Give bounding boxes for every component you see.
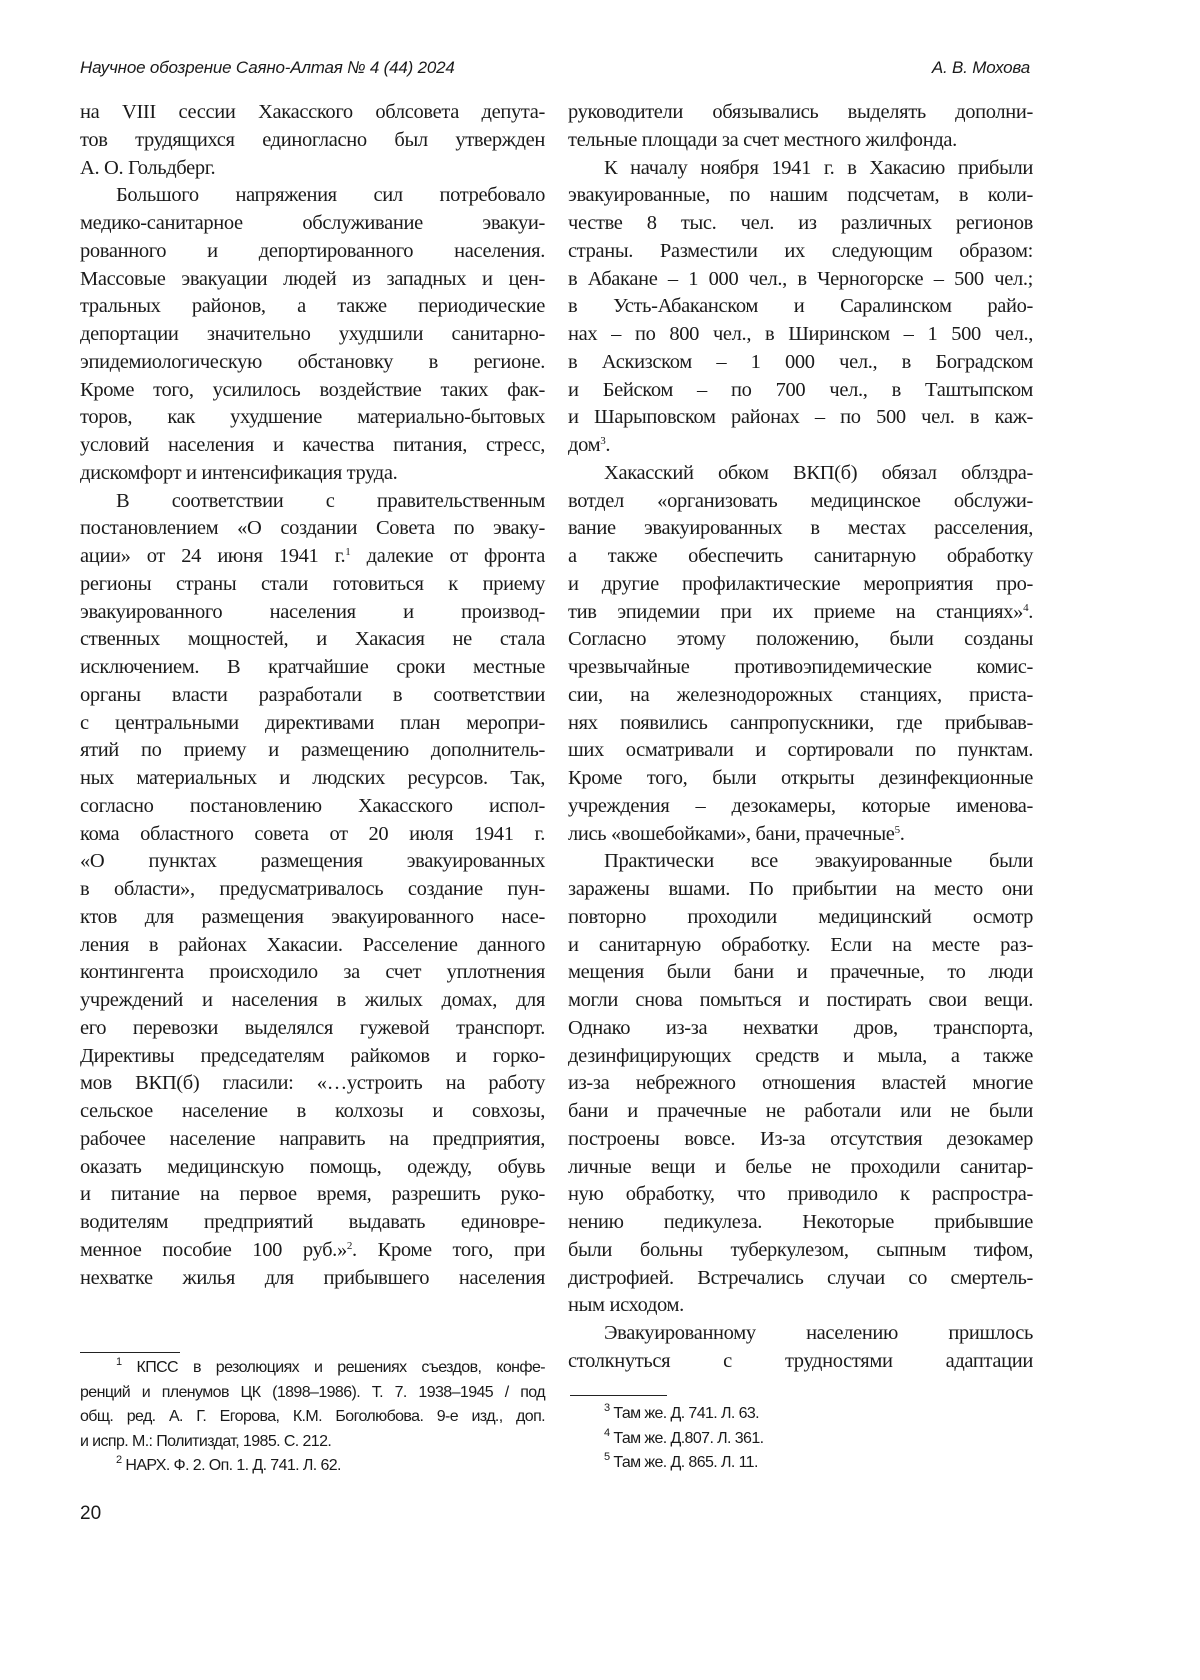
footnote-line (80, 1454, 545, 1479)
footnote-line (568, 1451, 1033, 1476)
line-text: медико-санитарное обслуживание эвакуи- (80, 212, 545, 234)
line-text: ственных мощностей, и Хакасия не стала (80, 628, 545, 650)
footnote-line (568, 1402, 1033, 1427)
text-line (568, 1237, 1033, 1265)
text-line (80, 515, 545, 543)
line-text: К началу ноября 1941 г. в Хакасию прибыли (604, 157, 1033, 179)
line-text: заражены вшами. По прибытии на место они (568, 878, 1033, 900)
line-text: и Бейском – по 700 чел., в Таштыпском (568, 379, 1033, 401)
text-line (80, 1070, 545, 1098)
text-line (568, 1126, 1033, 1154)
text-line (80, 182, 545, 210)
line-text: были больны туберкулезом, сыпным тифом, (568, 1239, 1033, 1261)
text-line (80, 1237, 545, 1265)
line-text: руководители обязывались выделять дополни- (568, 101, 1033, 123)
line-text: дезинфицирующих средств и мыла, а также (568, 1045, 1033, 1067)
text-line (568, 1292, 1033, 1320)
text-line (80, 876, 545, 904)
text-line (80, 599, 545, 627)
line-text: контингента происходило за счет уплотнения (80, 961, 545, 983)
line-text: Там же. Д. 741. Л. 63. (610, 1405, 759, 1422)
text-line (80, 848, 545, 876)
line-text: и другие профилактические мероприятия про- (568, 573, 1033, 595)
text-line (568, 127, 1033, 155)
text-line (568, 377, 1033, 405)
line-text: общ. ред. А. Г. Егорова, К.М. Боголюбова. 9-е изд., доп. (80, 1408, 545, 1425)
line-text: . (605, 434, 610, 456)
text-line (568, 99, 1033, 127)
text-line (80, 1209, 545, 1237)
line-text: ления в районах Хакасии. Расселение данного (80, 934, 545, 956)
line-text: в Усть-Абаканском и Саралинском райо- (568, 295, 1033, 317)
text-line (80, 432, 545, 460)
text-line (568, 848, 1033, 876)
line-text: вотдел «организовать медицинское обслужи- (568, 490, 1033, 512)
text-line (80, 904, 545, 932)
line-text: дискомфорт и интенсификация труда. (80, 462, 397, 484)
line-text: чрезвычайные противоэпидемические комис- (568, 656, 1033, 678)
line-text: . (1028, 601, 1033, 623)
line-text: постановлением «О создании Совета по эваку- (80, 517, 545, 539)
line-text: построены вовсе. Из-за отсутствия дезокамер (568, 1128, 1033, 1150)
line-text: учреждений и населения в жилых домах, для (80, 989, 545, 1011)
line-text: в Абакане – 1 000 чел., в Черногорске – 500 чел.; (568, 268, 1033, 290)
footnote-number: 1 (116, 1356, 122, 1368)
line-text: ктов для размещения эвакуированного насе- (80, 906, 545, 928)
text-line (80, 543, 545, 571)
text-line (568, 932, 1033, 960)
line-text: менное пособие 100 руб.» (80, 1239, 347, 1261)
line-text: рабочее население направить на предприятия, (80, 1128, 545, 1150)
right-text-column (568, 99, 1033, 1376)
footnote-line (80, 1430, 545, 1455)
line-text: с центральными директивами план меропри- (80, 712, 545, 734)
text-line (568, 904, 1033, 932)
text-line (568, 1209, 1033, 1237)
line-text: Массовые эвакуации людей из западных и цен- (80, 268, 545, 290)
text-line (568, 238, 1033, 266)
text-line (80, 1181, 545, 1209)
line-text: Там же. Д. 865. Л. 11. (610, 1454, 758, 1471)
line-text: и испр. М.: Политиздат, 1985. С. 212. (80, 1433, 331, 1450)
text-line (80, 793, 545, 821)
line-text: и санитарную обработку. Если на месте раз- (568, 934, 1033, 956)
line-text: и питание на первое время, разрешить руко- (80, 1183, 545, 1205)
text-line (80, 1154, 545, 1182)
text-line (80, 765, 545, 793)
line-text: на VIII сессии Хакасского облсовета депута- (80, 101, 545, 123)
text-line (80, 266, 545, 294)
line-text: тив эпидемии при их приеме на станциях» (568, 601, 1023, 623)
footnote-ref: 5 (895, 824, 900, 836)
line-text: нехватке жилья для прибывшего населения (80, 1267, 545, 1289)
text-line (568, 515, 1033, 543)
line-text: в Аскизском – 1 000 чел., в Боградском (568, 351, 1033, 373)
text-line (568, 959, 1033, 987)
text-line (80, 155, 545, 183)
text-line (80, 654, 545, 682)
text-line (80, 987, 545, 1015)
line-text: честве 8 тыс. чел. из различных регионов (568, 212, 1033, 234)
line-text: ным исходом. (568, 1294, 684, 1316)
text-line (80, 488, 545, 516)
text-line (568, 266, 1033, 294)
text-line (80, 1098, 545, 1126)
line-text: В соответствии с правительственным (116, 490, 545, 512)
line-text: бани и прачечные не работали или не были (568, 1100, 1033, 1122)
text-line (80, 1126, 545, 1154)
footnote-ref: 2 (347, 1240, 352, 1252)
line-text: его перевозки выделялся гужевой транспорт. (80, 1017, 545, 1039)
line-text: тельные площади за счет местного жилфонда. (568, 129, 957, 151)
footnote-divider-right (570, 1395, 667, 1396)
text-line (568, 1320, 1033, 1348)
text-line (80, 710, 545, 738)
line-text: ации» от 24 июня 1941 г. (80, 545, 345, 567)
line-text: вание эвакуированных в местах расселения, (568, 517, 1033, 539)
text-line (568, 737, 1033, 765)
text-line (80, 238, 545, 266)
line-text: Кроме того, усилилось воздействие таких фак- (80, 379, 545, 401)
line-text: НАРХ. Ф. 2. Оп. 1. Д. 741. Л. 62. (122, 1457, 341, 1474)
text-line (80, 821, 545, 849)
text-line (80, 321, 545, 349)
text-line (80, 349, 545, 377)
line-text: дистрофией. Встречались случаи со смертель- (568, 1267, 1033, 1289)
text-line (568, 488, 1033, 516)
footnote-ref: 3 (600, 435, 605, 447)
line-text: Там же. Д.807. Л. 361. (610, 1430, 764, 1447)
footnotes-left (80, 1356, 545, 1479)
text-line (80, 460, 545, 488)
line-text: и Шарыповском районах – по 500 чел. в каж- (568, 406, 1033, 428)
line-text: тральных районов, а также периодические (80, 295, 545, 317)
line-text: торов, как ухудшение материально-бытовых (80, 406, 545, 428)
line-text: Согласно этому положению, были созданы (568, 628, 1033, 650)
footnotes-right (568, 1402, 1033, 1476)
footnote-number: 3 (604, 1402, 610, 1414)
line-text: «О пунктах размещения эвакуированных (80, 850, 545, 872)
line-text: страны. Разместили их следующим образом: (568, 240, 1033, 262)
line-text: мещения были бани и прачечные, то люди (568, 961, 1033, 983)
text-line (568, 293, 1033, 321)
line-text: Однако из-за нехватки дров, транспорта, (568, 1017, 1033, 1039)
page-number: 20 (80, 1503, 101, 1525)
line-text: Эвакуированному населению пришлось (604, 1322, 1033, 1344)
text-line (80, 99, 545, 127)
line-text: тов трудящихся единогласно был утвержден (80, 129, 545, 151)
text-line (568, 543, 1033, 571)
line-text: мов ВКП(б) гласили: «…устроить на работу (80, 1072, 545, 1094)
line-text: могли снова помыться и постирать свои вещи. (568, 989, 1033, 1011)
text-line (80, 127, 545, 155)
line-text: регионы страны стали готовиться к приему (80, 573, 545, 595)
text-line (568, 182, 1033, 210)
text-line (80, 1265, 545, 1293)
text-line (80, 1043, 545, 1071)
text-line (568, 821, 1033, 849)
line-text: условий населения и качества питания, стресс, (80, 434, 545, 456)
text-line (80, 932, 545, 960)
line-text: согласно постановлению Хакасского испол- (80, 795, 545, 817)
text-line (568, 432, 1033, 460)
left-text-column (80, 99, 545, 1292)
line-text: ятий по приему и размещению дополнитель- (80, 739, 545, 761)
text-line (568, 1043, 1033, 1071)
text-line (80, 626, 545, 654)
line-text: Хакасский обком ВКП(б) обязал облздра- (604, 462, 1033, 484)
footnote-line (80, 1381, 545, 1406)
text-line (568, 1154, 1033, 1182)
text-line (80, 377, 545, 405)
text-line (568, 765, 1033, 793)
footnote-number: 4 (604, 1427, 610, 1439)
line-text: из-за небрежного отношения властей многие (568, 1072, 1033, 1094)
text-line (568, 710, 1033, 738)
text-line (568, 321, 1033, 349)
line-text: сии, на железнодорожных станциях, приста- (568, 684, 1033, 706)
text-line (568, 876, 1033, 904)
line-text: депортации значительно ухудшили санитарно- (80, 323, 545, 345)
line-text: эвакуированного населения и производ- (80, 601, 545, 623)
footnote-line (80, 1356, 545, 1381)
text-line (568, 682, 1033, 710)
text-line (568, 571, 1033, 599)
text-line (568, 654, 1033, 682)
text-line (568, 1265, 1033, 1293)
footnote-ref: 4 (1023, 602, 1028, 614)
line-text: в области», предусматривалось создание пун- (80, 878, 545, 900)
footnote-divider-left (80, 1352, 180, 1353)
line-text: сельское население в колхозы и совхозы, (80, 1100, 545, 1122)
line-text: эпидемиологическую обстановку в регионе. (80, 351, 545, 373)
line-text: учреждения – дезокамеры, которые именова- (568, 795, 1033, 817)
line-text: оказать медицинскую помощь, одежду, обувь (80, 1156, 545, 1178)
line-text: Практически все эвакуированные были (604, 850, 1033, 872)
text-line (80, 959, 545, 987)
line-text: повторно проходили медицинский осмотр (568, 906, 1033, 928)
footnote-ref: 1 (345, 546, 350, 558)
line-text: . (900, 823, 905, 845)
footnote-line (568, 1427, 1033, 1452)
text-line (568, 599, 1033, 627)
line-text: далекие от фронта (350, 545, 545, 567)
line-text: . Кроме того, при (352, 1239, 545, 1261)
line-text: ных материальных и людских ресурсов. Так, (80, 767, 545, 789)
line-text: рованного и депортированного населения. (80, 240, 545, 262)
line-text: Большого напряжения сил потребовало (116, 184, 545, 206)
line-text: нах – по 800 чел., в Ширинском – 1 500 чел., (568, 323, 1033, 345)
footnote-number: 2 (116, 1454, 122, 1466)
text-line (80, 682, 545, 710)
line-text: ренций и пленумов ЦК (1898–1986). Т. 7. 1938–1945 / под (80, 1384, 545, 1401)
line-text: А. О. Гольдберг. (80, 157, 215, 179)
text-line (568, 626, 1033, 654)
text-line (568, 210, 1033, 238)
line-text: ную обработку, что приводило к распростра- (568, 1183, 1033, 1205)
text-line (568, 1015, 1033, 1043)
line-text: органы власти разработали в соответствии (80, 684, 545, 706)
journal-title: Научное обозрение Саяно-Алтая № 4 (44) 2024 (80, 58, 455, 78)
text-line (568, 1348, 1033, 1376)
line-text: личные вещи и белье не проходили санитар- (568, 1156, 1033, 1178)
text-line (568, 987, 1033, 1015)
text-line (80, 293, 545, 321)
text-line (568, 155, 1033, 183)
line-text: водителям предприятий выдавать единовре- (80, 1211, 545, 1233)
line-text: нению педикулеза. Некоторые прибывшие (568, 1211, 1033, 1233)
text-line (568, 349, 1033, 377)
line-text: столкнуться с трудностями адаптации (568, 1350, 1033, 1372)
text-line (80, 571, 545, 599)
text-line (568, 1098, 1033, 1126)
text-line (80, 404, 545, 432)
line-text: КПСС в резолюциях и решениях съездов, конфе- (122, 1359, 545, 1376)
line-text: ших осматривали и сортировали по пунктам. (568, 739, 1033, 761)
line-text: нях появились санпропускники, где прибывав- (568, 712, 1033, 734)
text-line (568, 460, 1033, 488)
text-line (568, 404, 1033, 432)
line-text: эвакуированные, по нашим подсчетам, в коли- (568, 184, 1033, 206)
line-text: а также обеспечить санитарную обработку (568, 545, 1033, 567)
line-text: исключением. В кратчайшие сроки местные (80, 656, 545, 678)
line-text: лись «вошебойками», бани, прачечные (568, 823, 895, 845)
text-line (568, 793, 1033, 821)
text-line (80, 1015, 545, 1043)
text-line (80, 210, 545, 238)
text-line (80, 737, 545, 765)
line-text: Директивы председателям райкомов и горко- (80, 1045, 545, 1067)
text-line (568, 1181, 1033, 1209)
footnote-number: 5 (604, 1451, 610, 1463)
text-line (568, 1070, 1033, 1098)
author-name: А. В. Мохова (932, 58, 1030, 78)
footnote-line (80, 1405, 545, 1430)
line-text: дом (568, 434, 600, 456)
line-text: Кроме того, были открыты дезинфекционные (568, 767, 1033, 789)
line-text: кома областного совета от 20 июля 1941 г. (80, 823, 545, 845)
